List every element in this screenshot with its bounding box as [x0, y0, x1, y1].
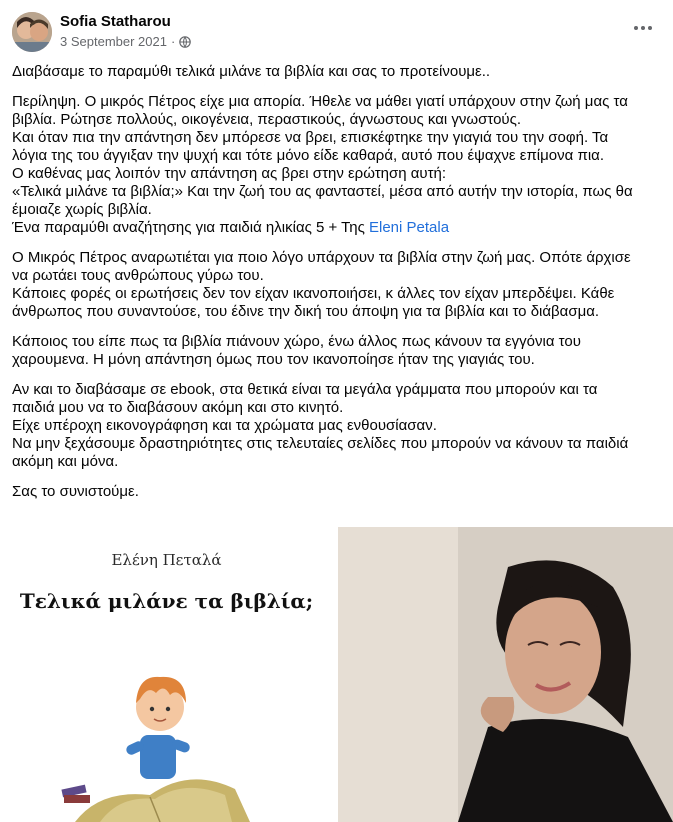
- book-cover-author: Ελένη Πεταλά: [111, 551, 222, 569]
- summary-last-line: Ένα παραμύθι αναζήτησης για παιδιά ηλικίας 5 + Της: [12, 219, 369, 236]
- post-intro: Διαβάσαμε το παραμύθι τελικά μιλάνε τα βιβλία και σας το προτείνουμε..: [12, 63, 491, 80]
- book-cover-image[interactable]: [0, 527, 333, 822]
- post-body: [12, 63, 662, 513]
- author-avatar[interactable]: [12, 12, 52, 52]
- post-meta: [60, 34, 191, 49]
- meta-separator: ·: [170, 34, 176, 49]
- post-date[interactable]: 3 September 2021: [60, 34, 167, 49]
- post-paragraph-2: Ο Μικρός Πέτρος αναρωτιέται για ποιο λόγο υπάρχουν τα βιβλία στην ζωή μας. Οπότε άρχισε να ρωτάει τους ανθρώπους γύρω του. Κάποιες φορές οι ερωτήσεις δεν τον είχαν ικανοποιήσει, κ άλλες τον είχαν μπερδέψει. Κάθε άνθρωπος που συναντούσε, του έδινε την δική του άποψη για τα βιβλία και το διάβασμα.: [12, 249, 631, 320]
- more-options-icon[interactable]: [629, 18, 657, 38]
- book-illustration: [0, 527, 333, 822]
- post-summary: [12, 93, 662, 237]
- author-name[interactable]: Sofia Statharou: [60, 13, 171, 30]
- post-paragraph-3: Κάποιος του είπε πως τα βιβλία πιάνουν χώρο, ένω άλλος πως κάνουν τα εγγόνια του χαρουμενα. Η μόνη απάντηση όμως που τον ικανοποίησε ήταν της γιαγιάς του.: [12, 333, 581, 368]
- post-paragraph-4: Αν και το διαβάσαμε σε ebook, στα θετικά είναι τα μεγάλα γράμματα που μπορούν και τα παιδιά μου να το διαβάσουν ακόμη και στο κινητό. Είχε υπέροχη εικονογράφηση και τα χρώματα μας ενθουσίασαν. Να μην ξεχάσουμε δραστηριότητες στις τελευταίες σελίδες που μπορούν να κάνουν τα παιδιά ακόμη και μόνα.: [12, 381, 629, 470]
- post-images: [0, 527, 673, 822]
- globe-icon[interactable]: [179, 36, 191, 48]
- post-closing: Σας το συνιστούμε.: [12, 483, 139, 500]
- author-photo[interactable]: [338, 527, 673, 822]
- author-tag-link[interactable]: Eleni Petala: [368, 219, 450, 236]
- book-cover-title: Τελικά μιλάνε τα βιβλία;: [19, 589, 314, 613]
- summary-text: Περίληψη. Ο μικρός Πέτρος είχε μια απορία. Ήθελε να μάθει γιατί υπάρχουν στην ζωή μας τα βιβλία. Ρώτησε πολλούς, οικογένεια, περαστικούς, άγνωστους και γνωστούς. Και όταν πια την απάντηση δεν μπόρεσε να βρει, επισκέφτηκε την γιαγιά του την σοφή. Τα λόγια της του άγγιξαν την ψυχή και τότε μόνο είδε καθαρά, αυτό που έψαχνε επίμονα πια. Ο καθένας μας λοιπόν την απάντηση ας βρει στην ερώτηση αυτή: «Τελικά μιλάνε τα βιβλία;» Και την ζωή του ας φανταστεί, μέσα από αυτήν την ιστορία, πως θα έμοιαζε χωρίς βιβλία.: [12, 93, 633, 218]
- post-header: [0, 0, 673, 60]
